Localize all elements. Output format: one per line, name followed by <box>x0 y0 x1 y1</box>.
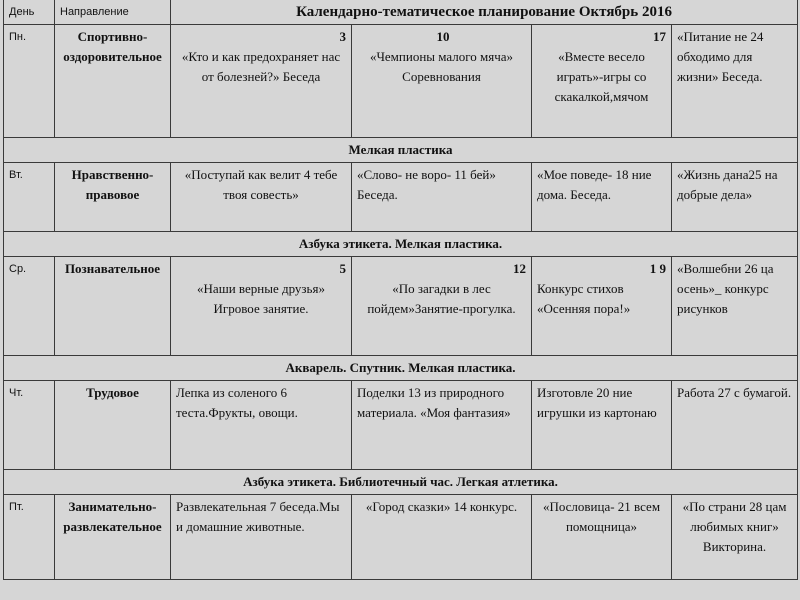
activity-text: Развлекательная 7 беседа.Мы и домашние животные. <box>176 499 340 534</box>
activity-cell <box>171 257 352 356</box>
activity-text: Конкурс стихов «Осенняя пора!» <box>537 281 631 316</box>
section-band-row <box>4 470 798 495</box>
activity-cell <box>171 381 352 470</box>
table-row <box>4 25 798 138</box>
day-cell: Вт. <box>4 163 55 232</box>
section-band-row <box>4 138 798 163</box>
table-row <box>4 257 798 356</box>
day-cell: Пт. <box>4 495 55 580</box>
direction-cell: Нравственно-правовое <box>55 163 171 232</box>
activity-cell <box>532 25 672 138</box>
planning-table <box>3 0 798 580</box>
day-cell: Чт. <box>4 381 55 470</box>
direction-cell: Занимательно-развлекательное <box>55 495 171 580</box>
activity-text: Изготовле 20 ние игрушки из картонаю <box>537 385 657 420</box>
section-band: Мелкая пластика <box>4 138 798 163</box>
activity-text: «Кто и как предохраняет нас от болезней?» Беседа <box>181 49 341 84</box>
activity-cell <box>171 163 352 232</box>
activity-text: «Слово- не воро- 11 бей» Беседа. <box>357 167 496 202</box>
activity-cell <box>352 25 532 138</box>
section-band: Акварель. Спутник. Мелкая пластика. <box>4 356 798 381</box>
day-cell: Пн. <box>4 25 55 138</box>
activity-text: «Поступай как велит 4 тебе твоя совесть» <box>184 167 338 202</box>
activity-cell <box>352 381 532 470</box>
section-band-row <box>4 356 798 381</box>
activity-text: Поделки 13 из природного материала. «Моя фантазия» <box>357 385 511 420</box>
activity-cell <box>532 495 672 580</box>
table-row <box>4 495 798 580</box>
section-band-row <box>4 232 798 257</box>
date-number: 10 <box>436 29 450 44</box>
table-row <box>4 163 798 232</box>
date-number: 5 <box>339 261 346 276</box>
section-band: Азбука этикета. Мелкая пластика. <box>4 232 798 257</box>
activity-text: «Мое поведе- 18 ние дома. Беседа. <box>537 167 652 202</box>
activity-cell <box>532 257 672 356</box>
activity-cell <box>171 495 352 580</box>
activity-cell <box>352 163 532 232</box>
activity-text: «По страни 28 цам любимых книг» Викторина. <box>682 499 787 554</box>
date-number: 3 <box>339 29 346 44</box>
date-number: 1 9 <box>649 261 666 276</box>
activity-text: «Вместе весело играть»-игры со скакалкой,мячом <box>554 49 649 104</box>
table-title: Календарно-тематическое планирование Октябрь 2016 <box>171 0 798 25</box>
activity-text: «Питание не 24 обходимо для жизни» Беседа. <box>677 29 764 84</box>
table-row <box>4 381 798 470</box>
header-row <box>4 0 798 25</box>
activity-cell <box>532 163 672 232</box>
activity-cell <box>672 495 798 580</box>
direction-cell: Трудовое <box>55 381 171 470</box>
activity-text: «По загадки в лес пойдем»Занятие-прогулка. <box>367 281 516 316</box>
activity-cell <box>352 257 532 356</box>
activity-cell <box>672 163 798 232</box>
activity-text: «Волшебни 26 ца осень»_ конкурс рисунков <box>677 261 774 316</box>
activity-text: Лепка из соленого 6 теста.Фрукты, овощи. <box>176 385 298 420</box>
activity-cell <box>672 381 798 470</box>
activity-cell <box>672 257 798 356</box>
activity-cell <box>171 25 352 138</box>
activity-text: Работа 27 с бумагой. <box>677 385 792 400</box>
activity-text: «Город сказки» 14 конкурс. <box>365 499 518 514</box>
day-column-header: День <box>4 0 55 25</box>
activity-text: «Жизнь дана25 на добрые дела» <box>677 167 778 202</box>
direction-column-header: Направление <box>55 0 171 25</box>
activity-cell <box>672 25 798 138</box>
direction-cell: Познавательное <box>55 257 171 356</box>
activity-text: «Наши верные друзья» Игровое занятие. <box>197 281 325 316</box>
activity-cell <box>532 381 672 470</box>
day-cell: Ср. <box>4 257 55 356</box>
activity-text: «Пословица- 21 всем помощница» <box>542 499 661 534</box>
activity-cell <box>352 495 532 580</box>
section-band: Азбука этикета. Библиотечный час. Легкая атлетика. <box>4 470 798 495</box>
date-number: 12 <box>513 261 526 276</box>
activity-text: «Чемпионы малого мяча» Соревнования <box>369 49 514 84</box>
direction-cell: Спортивно-оздоровительное <box>55 25 171 138</box>
date-number: 17 <box>653 29 666 44</box>
